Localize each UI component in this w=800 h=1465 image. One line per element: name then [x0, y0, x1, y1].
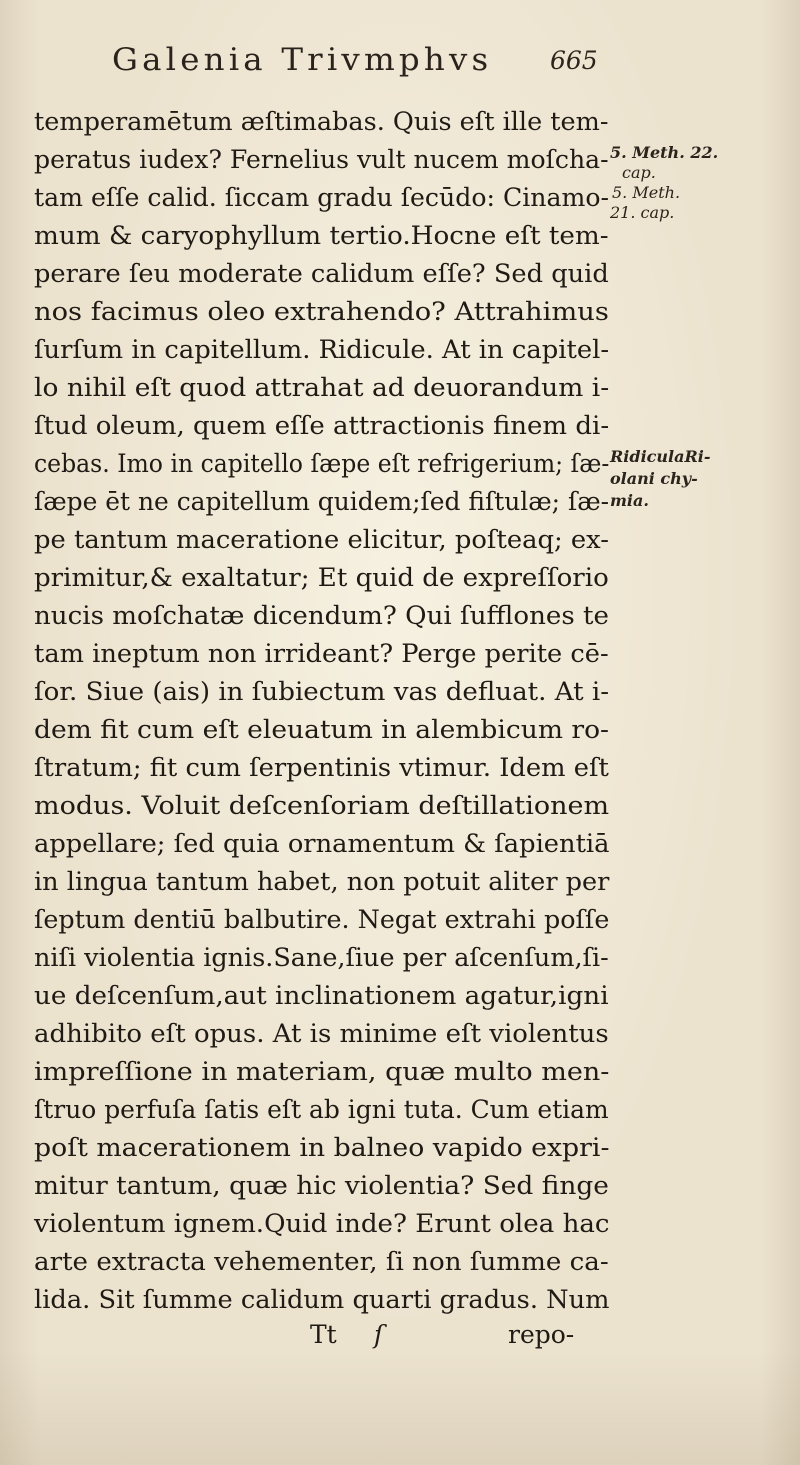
text-line: mitur tantum, quæ hic violentia? Sed finge — [34, 1171, 609, 1200]
text-line: cebas. Imo in capitello ſæpe eſt refrigerium; ſæ- — [34, 449, 610, 478]
running-title: Galenia Trivmphvs — [112, 42, 493, 78]
text-line: ſurſum in capitellum. Ridicule. At in capitel- — [34, 335, 610, 364]
text-line: tam eſſe calid. ſiccam gradu ſecūdo: Cinamo- — [34, 183, 610, 212]
margin-note: mia. — [610, 491, 649, 510]
text-line: arte extracta vehementer, ſi non ſumme ca- — [34, 1247, 609, 1276]
text-line: violentum ignem.Quid inde? Erunt olea hac — [34, 1209, 610, 1238]
text-line: dem fit cum eſt eleuatum in alembicum ro- — [34, 715, 610, 744]
text-line: in lingua tantum habet, non potuit aliter per — [34, 867, 610, 896]
text-line: appellare; ſed quia ornamentum & ſapientiā — [34, 829, 610, 858]
text-line: pe tantum maceratione elicitur, poſteaq; ex- — [34, 525, 609, 554]
margin-note: 5. Meth. 22. — [610, 143, 719, 162]
text-line: perare ſeu moderate calidum eſſe? Sed quid — [34, 259, 609, 288]
page-header — [112, 42, 612, 92]
text-line: poſt macerationem in balneo vapido expri- — [34, 1133, 610, 1162]
text-line: lo nihil eſt quod attrahat ad deuorandum i- — [34, 373, 610, 402]
text-line: impreſſione in materiam, quæ multo men- — [34, 1057, 610, 1086]
text-line: ue deſcenſum,aut inclinationem agatur,igni — [34, 981, 609, 1010]
text-line: primitur,& exaltatur; Et quid de expreſſorio — [34, 563, 609, 592]
signature-symbol: ſ — [374, 1320, 384, 1349]
text-line: ſtruo perfuſa ſatis eſt ab igni tuta. Cum etiam — [34, 1095, 609, 1124]
margin-note: RidiculaRi- — [610, 447, 711, 466]
margin-note: cap. — [622, 163, 656, 182]
margin-note: 5. Meth. — [612, 183, 681, 202]
text-line: tam ineptum non irrideant? Perge perite cē- — [34, 639, 609, 668]
text-line: nos facimus oleo extrahendo? Attrahimus — [34, 297, 609, 326]
text-line: peratus iudex? Fernelius vult nucem moſcha- — [34, 145, 609, 174]
text-line: nucis moſchatæ dicendum? Qui ſufflones te — [34, 601, 609, 630]
margin-notes — [610, 0, 800, 1465]
text-line: modus. Voluit deſcenſoriam deſtillationem — [34, 791, 610, 820]
text-line: ſtud oleum, quem eſſe attractionis finem di- — [34, 411, 610, 440]
text-line: ſtratum; fit cum ſerpentinis vtimur. Idem eſt — [34, 753, 609, 782]
signature-mark: Tt — [310, 1320, 337, 1349]
margin-note: olani chy- — [610, 469, 698, 488]
margin-note: 21. cap. — [610, 203, 675, 222]
text-line: niſi violentia ignis.Sane,ſiue per aſcenſum,ſi- — [34, 943, 609, 972]
text-line: ſor. Siue (ais) in ſubiectum vas defluat. At i- — [34, 677, 610, 706]
text-line: adhibito eſt opus. At is minime eſt violentus — [34, 1019, 609, 1048]
page-number: 665 — [550, 46, 598, 75]
text-line: lida. Sit ſumme calidum quarti gradus. Num — [34, 1285, 610, 1314]
text-line: temperamētum æſtimabas. Quis eſt ille tem- — [34, 107, 609, 136]
text-line: mum & caryophyllum tertio.Hocne eſt tem- — [34, 221, 609, 250]
catchword: repo- — [508, 1320, 575, 1349]
text-line: ſeptum dentiū balbutire. Negat extrahi poſſe — [34, 905, 610, 934]
text-line: ſæpe ēt ne capitellum quidem;ſed fiſtulæ; ſæ- — [34, 487, 610, 516]
